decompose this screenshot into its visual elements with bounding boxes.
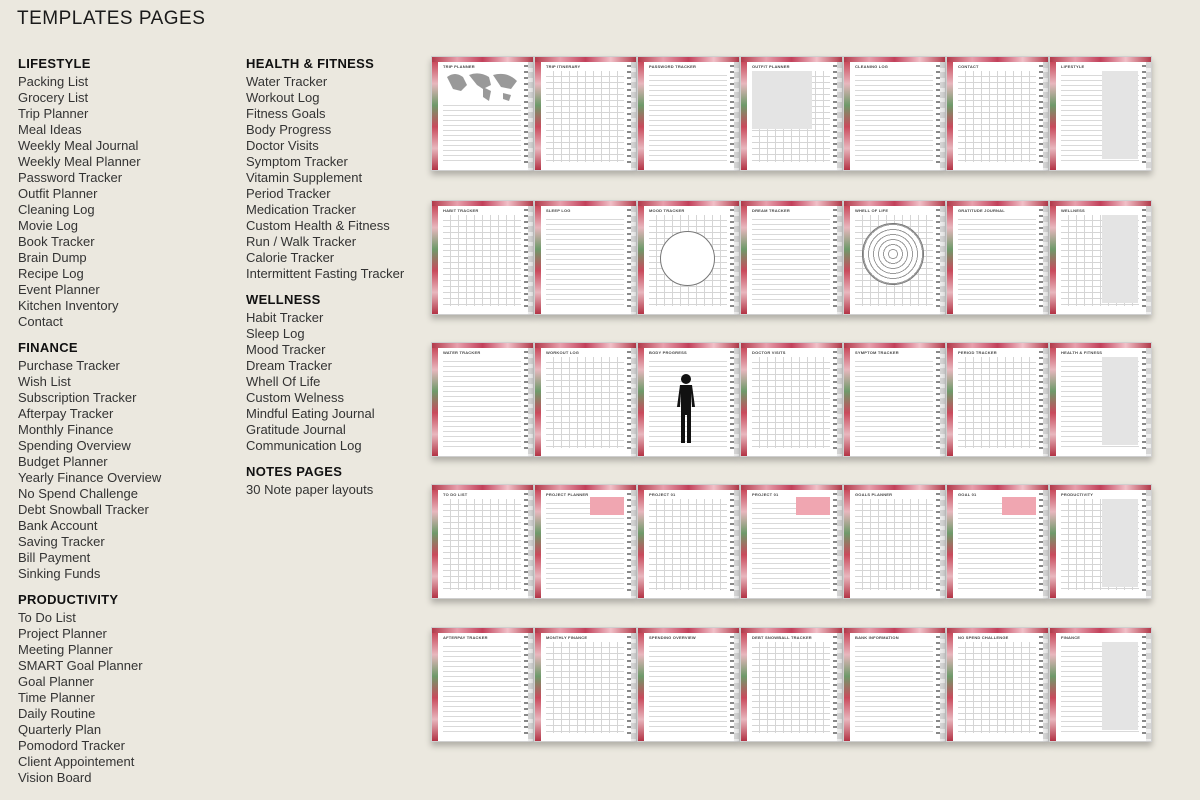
template-list-item: Mood Tracker	[246, 342, 326, 357]
thumbnail-title: DOCTOR VISITS	[752, 350, 786, 355]
template-page-thumbnail	[431, 484, 534, 599]
section-heading: FINANCE	[18, 340, 78, 355]
template-page-thumbnail	[534, 56, 637, 171]
template-list-item: Wish List	[18, 374, 71, 389]
thumbnail-title: GRATITUDE JOURNAL	[958, 208, 1005, 213]
template-list-item: No Spend Challenge	[18, 486, 138, 501]
page-title: TEMPLATES PAGES	[17, 8, 206, 29]
thumbnail-title: WATER TRACKER	[443, 350, 481, 355]
section-productivity	[18, 592, 238, 786]
template-list-item: Daily Routine	[18, 706, 96, 721]
template-list-item: Communication Log	[246, 438, 362, 453]
template-page-thumbnail	[946, 342, 1049, 457]
section-lifestyle	[18, 56, 238, 330]
template-list-item: Spending Overview	[18, 438, 131, 453]
thumbnail-row	[431, 56, 1152, 171]
section-health-fitness	[246, 56, 436, 282]
section-heading: HEALTH & FITNESS	[246, 56, 375, 71]
template-page-thumbnail	[534, 200, 637, 315]
thumbnail-title: CONTACT	[958, 64, 979, 69]
thumbnail-title: SLEEP LOG	[546, 208, 571, 213]
template-list-item: Packing List	[18, 74, 89, 89]
template-page-thumbnail	[843, 200, 946, 315]
template-list-item: Dream Tracker	[246, 358, 332, 373]
template-page-thumbnail	[431, 56, 534, 171]
thumbnail-title: GOAL 01	[958, 492, 977, 497]
thumbnail-row	[431, 627, 1152, 742]
template-page-thumbnail	[1049, 627, 1152, 742]
template-list-item: To Do List	[18, 610, 76, 625]
template-list-item: Goal Planner	[18, 674, 94, 689]
thumbnail-row	[431, 342, 1152, 457]
thumbnail-title: DEBT SNOWBALL TRACKER	[752, 635, 812, 640]
template-list-item: Vision Board	[18, 770, 92, 785]
template-list-item: Movie Log	[18, 218, 78, 233]
template-list-item: Fitness Goals	[246, 106, 326, 121]
template-list-item: Meeting Planner	[18, 642, 113, 657]
template-list-item: 30 Note paper layouts	[246, 482, 374, 497]
template-list-item: Habit Tracker	[246, 310, 324, 325]
template-list-item: Book Tracker	[18, 234, 95, 249]
template-page-thumbnail	[843, 56, 946, 171]
template-list-item: Symptom Tracker	[246, 154, 348, 169]
section-wellness	[246, 292, 436, 454]
template-list-item: Workout Log	[246, 90, 320, 105]
thumbnail-title: WELLNESS	[1061, 208, 1085, 213]
section-notes-pages	[246, 464, 436, 498]
template-page-thumbnail	[534, 627, 637, 742]
template-page-thumbnail	[740, 56, 843, 171]
template-list-item: Monthly Finance	[18, 422, 114, 437]
template-page-thumbnail	[946, 627, 1049, 742]
thumbnail-row	[431, 484, 1152, 599]
template-page-thumbnail	[740, 627, 843, 742]
template-list-item: Kitchen Inventory	[18, 298, 119, 313]
template-page-thumbnail	[843, 342, 946, 457]
section-finance	[18, 340, 238, 582]
thumbnail-title: HABIT TRACKER	[443, 208, 479, 213]
template-list-item: Recipe Log	[18, 266, 84, 281]
thumbnail-title: SPENDING OVERVIEW	[649, 635, 696, 640]
template-list-item: Sleep Log	[246, 326, 305, 341]
thumbnail-title: AFTERPAY TRACKER	[443, 635, 488, 640]
section-heading: LIFESTYLE	[18, 56, 91, 71]
thumbnail-title: BANK INFORMATION	[855, 635, 899, 640]
thumbnail-title: WHELL OF LIFE	[855, 208, 889, 213]
template-list-item: Medication Tracker	[246, 202, 356, 217]
thumbnail-title: CLEANING LOG	[855, 64, 889, 69]
thumbnail-title: PROJECT 01	[649, 492, 676, 497]
template-page-thumbnail	[637, 484, 740, 599]
thumbnail-title: PRODUCTIVITY	[1061, 492, 1094, 497]
template-list-item: Period Tracker	[246, 186, 331, 201]
template-list-item: Cleaning Log	[18, 202, 95, 217]
template-list-item: Body Progress	[246, 122, 332, 137]
template-list-item: Weekly Meal Journal	[18, 138, 139, 153]
thumbnail-title: DREAM TRACKER	[752, 208, 790, 213]
template-list-item: Debt Snowball Tracker	[18, 502, 149, 517]
template-list-item: Saving Tracker	[18, 534, 105, 549]
template-page-thumbnail	[431, 342, 534, 457]
template-list-item: Quarterly Plan	[18, 722, 102, 737]
template-list-item: Time Planner	[18, 690, 95, 705]
template-list-item: Custom Welness	[246, 390, 345, 405]
thumbnail-title: PROJECT 01	[752, 492, 779, 497]
template-list-item: Vitamin Supplement	[246, 170, 363, 185]
template-page-thumbnail	[637, 200, 740, 315]
template-page-thumbnail	[740, 484, 843, 599]
template-list-item: Whell Of Life	[246, 374, 321, 389]
thumbnail-title: PERIOD TRACKER	[958, 350, 997, 355]
template-list-item: Weekly Meal Planner	[18, 154, 141, 169]
template-list-item: Client Appointement	[18, 754, 135, 769]
template-list-item: Subscription Tracker	[18, 390, 137, 405]
template-list-item: Pomodord Tracker	[18, 738, 125, 753]
template-list-item: Calorie Tracker	[246, 250, 335, 265]
template-list-item: Gratitude Journal	[246, 422, 346, 437]
template-page-thumbnail	[1049, 342, 1152, 457]
template-list-item: Password Tracker	[18, 170, 123, 185]
template-list-item: Outfit Planner	[18, 186, 98, 201]
template-list-item: Budget Planner	[18, 454, 108, 469]
template-page-thumbnail	[534, 484, 637, 599]
thumbnail-title: BODY PROGRESS	[649, 350, 687, 355]
template-page-thumbnail	[637, 627, 740, 742]
template-list-item: Doctor Visits	[246, 138, 319, 153]
thumbnail-title: MOOD TRACKER	[649, 208, 685, 213]
template-list-item: Run / Walk Tracker	[246, 234, 357, 249]
template-list-item: Bill Payment	[18, 550, 91, 565]
template-page-thumbnail	[534, 342, 637, 457]
template-page-thumbnail	[637, 342, 740, 457]
template-page-thumbnail	[740, 342, 843, 457]
template-list-item: Contact	[18, 314, 63, 329]
thumbnail-title: PROJECT PLANNER	[546, 492, 589, 497]
thumbnail-title: SYMPTOM TRACKER	[855, 350, 899, 355]
thumbnail-title: MONTHLY FINANCE	[546, 635, 588, 640]
template-page-thumbnail	[843, 484, 946, 599]
thumbnail-row	[431, 200, 1152, 315]
thumbnail-title: FINANCE	[1061, 635, 1081, 640]
template-list-item: Custom Health & Fitness	[246, 218, 390, 233]
template-list-item: Purchase Tracker	[18, 358, 120, 373]
template-page-thumbnail	[637, 56, 740, 171]
template-page-thumbnail	[431, 627, 534, 742]
thumbnail-title: WORKOUT LOG	[546, 350, 580, 355]
template-page-thumbnail	[431, 200, 534, 315]
left-column	[18, 56, 238, 796]
thumbnail-title: OUTFIT PLANNER	[752, 64, 790, 69]
thumbnail-title: TRIP ITINERARY	[546, 64, 581, 69]
template-list-item: Grocery List	[18, 90, 89, 105]
template-list-item: Sinking Funds	[18, 566, 101, 581]
template-list-item: Water Tracker	[246, 74, 328, 89]
template-list-item: Mindful Eating Journal	[246, 406, 375, 421]
template-page-thumbnail	[1049, 484, 1152, 599]
template-list-item: Brain Dump	[18, 250, 87, 265]
template-list-item: Afterpay Tracker	[18, 406, 114, 421]
thumbnail-title: HEALTH & FITNESS	[1061, 350, 1103, 355]
template-page-thumbnail	[843, 627, 946, 742]
section-heading: WELLNESS	[246, 292, 321, 307]
template-page-thumbnail	[946, 56, 1049, 171]
section-heading: PRODUCTIVITY	[18, 592, 119, 607]
template-list-item: Event Planner	[18, 282, 100, 297]
thumbnail-title: TRIP PLANNER	[443, 64, 475, 69]
section-heading: NOTES PAGES	[246, 464, 343, 479]
template-list-item: Bank Account	[18, 518, 98, 533]
template-list-item: SMART Goal Planner	[18, 658, 143, 673]
template-list-item: Meal Ideas	[18, 122, 82, 137]
template-list-item: Trip Planner	[18, 106, 89, 121]
middle-column	[246, 56, 436, 508]
thumbnail-title: LIFESTYLE	[1061, 64, 1085, 69]
thumbnail-title: TO DO LIST	[443, 492, 468, 497]
template-list-item: Intermittent Fasting Tracker	[246, 266, 405, 281]
template-list-item: Yearly Finance Overview	[18, 470, 162, 485]
template-page-thumbnail	[740, 200, 843, 315]
template-page-thumbnail	[946, 200, 1049, 315]
template-page-thumbnail	[1049, 56, 1152, 171]
template-page-thumbnail	[946, 484, 1049, 599]
thumbnail-title: NO SPEND CHALLENGE	[958, 635, 1009, 640]
template-page-thumbnail	[1049, 200, 1152, 315]
template-list-item: Project Planner	[18, 626, 107, 641]
thumbnail-title: PASSWORD TRACKER	[649, 64, 697, 69]
thumbnail-title: GOALS PLANNER	[855, 492, 893, 497]
